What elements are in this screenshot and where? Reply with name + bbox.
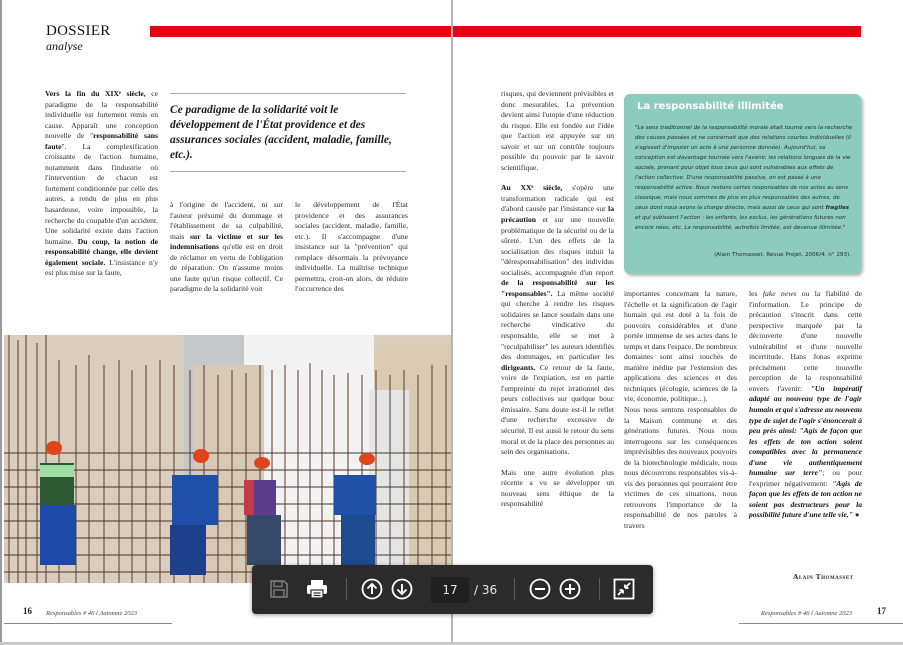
right-column-1: risques, qui deviennent prévisibles et donc mesurables. La prévention devient ainsi l'utopie d'une réduction du risque. Elle est fondée sur l'idée que l'action est appuyée sur un savoir et sur un contrôle toujours possible du pouvoir par le savoir scientifique. Au XXᵉ siècle, s'opère une transformation radicale qui est d'abord causée par l'insistance sur la précaution et sur une nouvelle problématique de la sécurité ou de la sûreté. L'un des effets de la socialisation des risques induit la "déresponsabilisation" des individus socialisés, accompagnée d'un report de la responsabilité sur les "responsables". La même société qui cherche à rendre les risques solidaires se lance soudain dans une recherche vindicative du responsable, elle se met à "reculpabiliser" les auteurs identifiés des dommages, en particulier les dirigeants. Ce retour de la faute, voire de l'expiation, est en partie l'empreinte du rejet irrationnel des peurs collectives sur quelque bouc émissaire. Sans doute est-il le reflet d'une recherche excessive de sécurité. Il est aussi le retour du sens moral et de la place des personnes au sein des organisations. Mais une autre évolution plus récente a vu se développer un nouveau sens éthique de la responsabilité xyxy=(501,89,615,509)
toolbar-separator xyxy=(346,578,347,600)
photo-illustration xyxy=(4,335,451,583)
zoom-out-button[interactable] xyxy=(528,577,552,601)
zoom-in-button[interactable] xyxy=(558,577,582,601)
zoom-in-icon xyxy=(559,578,581,600)
fit-page-icon xyxy=(613,578,635,600)
fit-page-button[interactable] xyxy=(612,577,636,601)
previous-page-button[interactable] xyxy=(360,577,384,601)
left-column-1: Vers la fin du XIXᵉ siècle, ce paradigme de la responsabilité individuelle est fortement remis en cause. Apparaît une conception nouvelle de "responsabilité sans faute". La complexification croissante de l'action humaine, notamment dans l'industrie où l'intervention de chacun est fortement conditionnée par celle des autres, a rendu de plus en plus hasardeuse, voire impossible, la recherche du coupable d'un accident. Une solidarité existe dans l'action humaine. Du coup, la notion de responsabilité change, elle devient également sociale. L'insistance n'y est plus mise sur la faute, xyxy=(45,89,159,278)
print-icon xyxy=(306,579,328,599)
left-column-3: le développement de l'État providence et des assurances sociales (accident, maladie, famille, etc.). Il s'accompagne d'une insistance sur la "prévention" qui remplace désormais la prévoyance individuelle. La maîtrise technique permettra, croit-on alors, de réduire l'occurrence des xyxy=(295,200,408,294)
left-column-2: à l'origine de l'accident, ni sur l'auteur présumé du dommage et l'établissement de sa culpabilité, mais sur la victime et sur les indemnisations qu'elle est en droit de réclamer en vertu de l'obligation de réparation. On n'assume moins une faute qu'un risque collectif. Ce paradigme de la solidarité voit xyxy=(170,200,283,294)
next-page-button[interactable] xyxy=(390,577,414,601)
pdf-toolbar xyxy=(252,565,653,614)
toolbar-separator xyxy=(599,578,600,600)
right-page-number: 17 xyxy=(877,606,886,616)
sidebar-title: La responsabilité illimitée xyxy=(637,101,784,112)
print-button[interactable] xyxy=(305,577,329,601)
save-button[interactable] xyxy=(267,577,291,601)
left-page-issue: Responsables # 46 l Automne 2023 xyxy=(46,610,138,617)
right-column-3: les fake news ou la fiabilité de l'information. Le principe de précaution s'inscrit dans cette perspective marquée par la découverte d'une nouvelle vulnérabilité et d'une nouvelle incertitude. Hans Jonas exprime précisément cette nouvelle perception de la responsabilité envers l'avenir: "Un impératif adapté au nouveau type de l'agir humain et qui s'adresse au nouveau type de sujet de l'agir s'énoncerait à peu près ainsi: "Agis de façon que les effets de ton action soient compatibles avec la permanence d'une vie authentiquement humaine sur terre"; ou pour l'exprimer négativement: "Agis de façon que les effets de ton action ne soient pas destructeurs pour la possibilité future d'une telle vie." ● xyxy=(749,289,862,520)
page-number-input[interactable]: 17 xyxy=(431,577,469,603)
left-page-number: 16 xyxy=(23,606,32,616)
construction-workers-photo xyxy=(4,335,451,583)
zoom-out-icon xyxy=(529,578,551,600)
right-page-issue: Responsables # 46 l Automne 2023 xyxy=(761,610,853,617)
pull-quote: Ce paradigme de la solidarité voit le développement de l'État providence et des assurances sociales (accident, maladie, famille, etc.). xyxy=(170,93,406,172)
left-page xyxy=(0,0,451,645)
save-icon xyxy=(269,579,289,599)
sidebar-citation: (Alain Thomasset, Revue Projet, 2006/4, n° 293). xyxy=(714,252,851,258)
sidebar-quote: "Le sens traditionnel de la responsabilité morale était tourné vers la recherche des causes passées et ne concernait que des relations courtes individuelles (il s'agissait d'imputer un acte à une personne donnée). Aujourd'hui, sa conception est davantage tournée vers l'avenir, les relations longues de la vie sociale, prenant pour objet tous ceux qui sont vulnérables aux effets de l'action collective. D'une responsabilité passive, on est passé à une responsabilité active. Nous restons certes responsables de nos actes au sens classique, mais nous sommes de plus en plus responsables des autres, de ceux dont nous avons la charge directe, mais aussi de ceux qui sont fragiles et qui subissent l'action : les enfants, les exclus, les générations futures non encore nées, etc. La responsabilité, autrefois limitée, est devenue illimitée." xyxy=(635,125,853,231)
header-red-bar xyxy=(150,26,451,37)
section-title: DOSSIER xyxy=(46,23,111,39)
arrow-down-icon xyxy=(391,578,413,600)
article-author: Alain Thomasset xyxy=(793,572,854,581)
right-column-2: importantes concernant la nature, l'échelle et la signification de l'agir humain qui est doté à la fois de pouvoirs considérables et d'une portée immense de ses actes dans le temps et dans l'espace. De nombreux domaines sont ainsi touchés de manière inédite par l'extension des applications des sciences et des techniques (écologie, sciences de la vie, économie, politique...). Nous nous sentons responsables de la Maison commune et des générations futures. Nous nous interrogeons sur les conséquences imprévisibles des nouveaux pouvoirs de la biotechnologie médicale, nous nous découvrons responsables vis-à-vis des personnes qui pourraient être victimes de ces situations, nous retrouvons l'importance de la responsabilité de nos paroles à travers xyxy=(624,289,737,531)
toolbar-separator xyxy=(514,578,515,600)
left-footer-rule xyxy=(4,623,172,624)
right-footer-rule xyxy=(739,623,903,624)
page-total: / 36 xyxy=(474,583,498,597)
header-red-bar-right xyxy=(453,26,861,37)
section-subtitle: analyse xyxy=(46,39,83,53)
sidebar-box xyxy=(624,94,861,274)
arrow-up-icon xyxy=(361,578,383,600)
